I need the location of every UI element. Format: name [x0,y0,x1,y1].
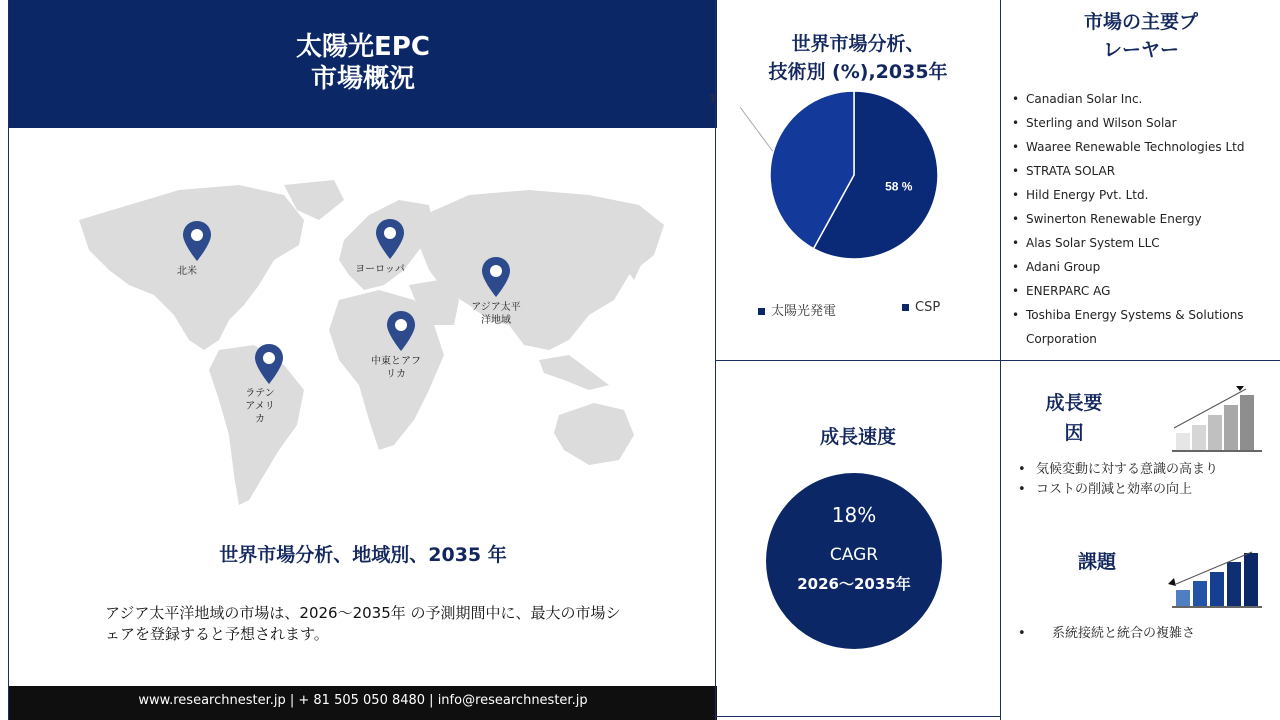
pin-label-latin-america: ラテン アメリ カ [245,388,275,425]
growth-drivers-title-line2: 因 [1064,422,1084,444]
technology-chart-title [716,30,1000,86]
cagr-value: 18% [831,503,877,527]
cagr-circle [766,473,942,649]
challenges-title: 課題 [1077,551,1116,573]
divider [716,360,1280,361]
challenges-list [1014,624,1276,644]
growth-drivers-list [1014,460,1276,500]
list-item: • Canadian Solar Inc. [1012,87,1277,111]
overview-title-line2: 市場概況 [310,64,415,94]
pin-label-middle-east-africa: 中東とアフ リカ [371,356,421,380]
technology-chart-title-line1: 世界市場分析、 [791,33,925,55]
growth-drivers-title [1024,388,1124,448]
cagr-period: 2026～2035年 [797,575,911,593]
list-item: • コストの削減と効率の向上 [1014,480,1276,500]
region-analysis-title: 世界市場分析、地域別、2035 年 [219,544,507,566]
list-item: • Swinerton Renewable Energy [1012,207,1277,231]
pin-label-north-america: 北米 [177,266,197,277]
technology-pie-chart [740,85,950,275]
pin-label-europe: ヨーロッパ [355,264,405,275]
southeast-asia-shape [539,355,609,390]
list-item: • Hild Energy Pvt. Ltd. [1012,183,1277,207]
pie-slice-label: 58 % [885,179,913,194]
divider [716,716,1000,717]
australia-shape [554,403,634,465]
legend-swatch [902,304,909,311]
legend-label: CSP [915,300,941,315]
key-players-title-line1: 市場の主要プ [1083,11,1198,33]
legend-item-csp [902,300,940,315]
pin-label-asia-pacific: アジア太平 洋地域 [471,302,521,326]
key-players-title [1002,8,1280,64]
rising-bars-icon [1170,383,1264,455]
list-item: • Sterling and Wilson Solar [1012,111,1277,135]
growth-rate-title: 成長速度 [819,426,896,448]
world-map [69,175,669,515]
list-item: • ENERPARC AG [1012,279,1277,303]
list-item: • Toshiba Energy Systems & Solutions Corporation [1012,303,1277,351]
legend-label: 太陽光発電 [771,304,837,319]
region-analysis-description: アジア太平洋地域の市場は、2026～2035年 の予測期間中に、最大の市場シェアを登録すると予想されます。 [105,604,621,643]
pie-outside-label: 3 [709,94,716,105]
list-item: • STRATA SOLAR [1012,159,1277,183]
overview-title-line1: 太陽光EPC [296,32,430,62]
list-item: • Waaree Renewable Technologies Ltd [1012,135,1277,159]
rising-blue-bars-icon [1168,548,1264,610]
list-item: • 系統接続と統合の複雑さ [1014,624,1276,644]
legend-item-pv [758,300,836,319]
list-item: • Adani Group [1012,255,1277,279]
market-overview-panel [8,0,716,720]
cagr-label: CAGR [829,545,879,565]
growth-drivers-title-line1: 成長要 [1045,392,1103,414]
key-players-list [1012,87,1277,351]
technology-chart-title-line2: 技術別 (%),2035年 [768,61,948,83]
pie-leader-line [740,107,774,153]
list-item: • Alas Solar System LLC [1012,231,1277,255]
legend-swatch [758,308,765,315]
overview-title-banner [9,0,717,128]
contact-footer: www.researchnester.jp | + 81 505 050 8480 | info@researchnester.jp [9,686,717,720]
continents [79,180,664,505]
list-item: • 気候変動に対する意識の高まり [1014,460,1276,480]
key-players-title-line2: レーヤー [1102,39,1179,61]
